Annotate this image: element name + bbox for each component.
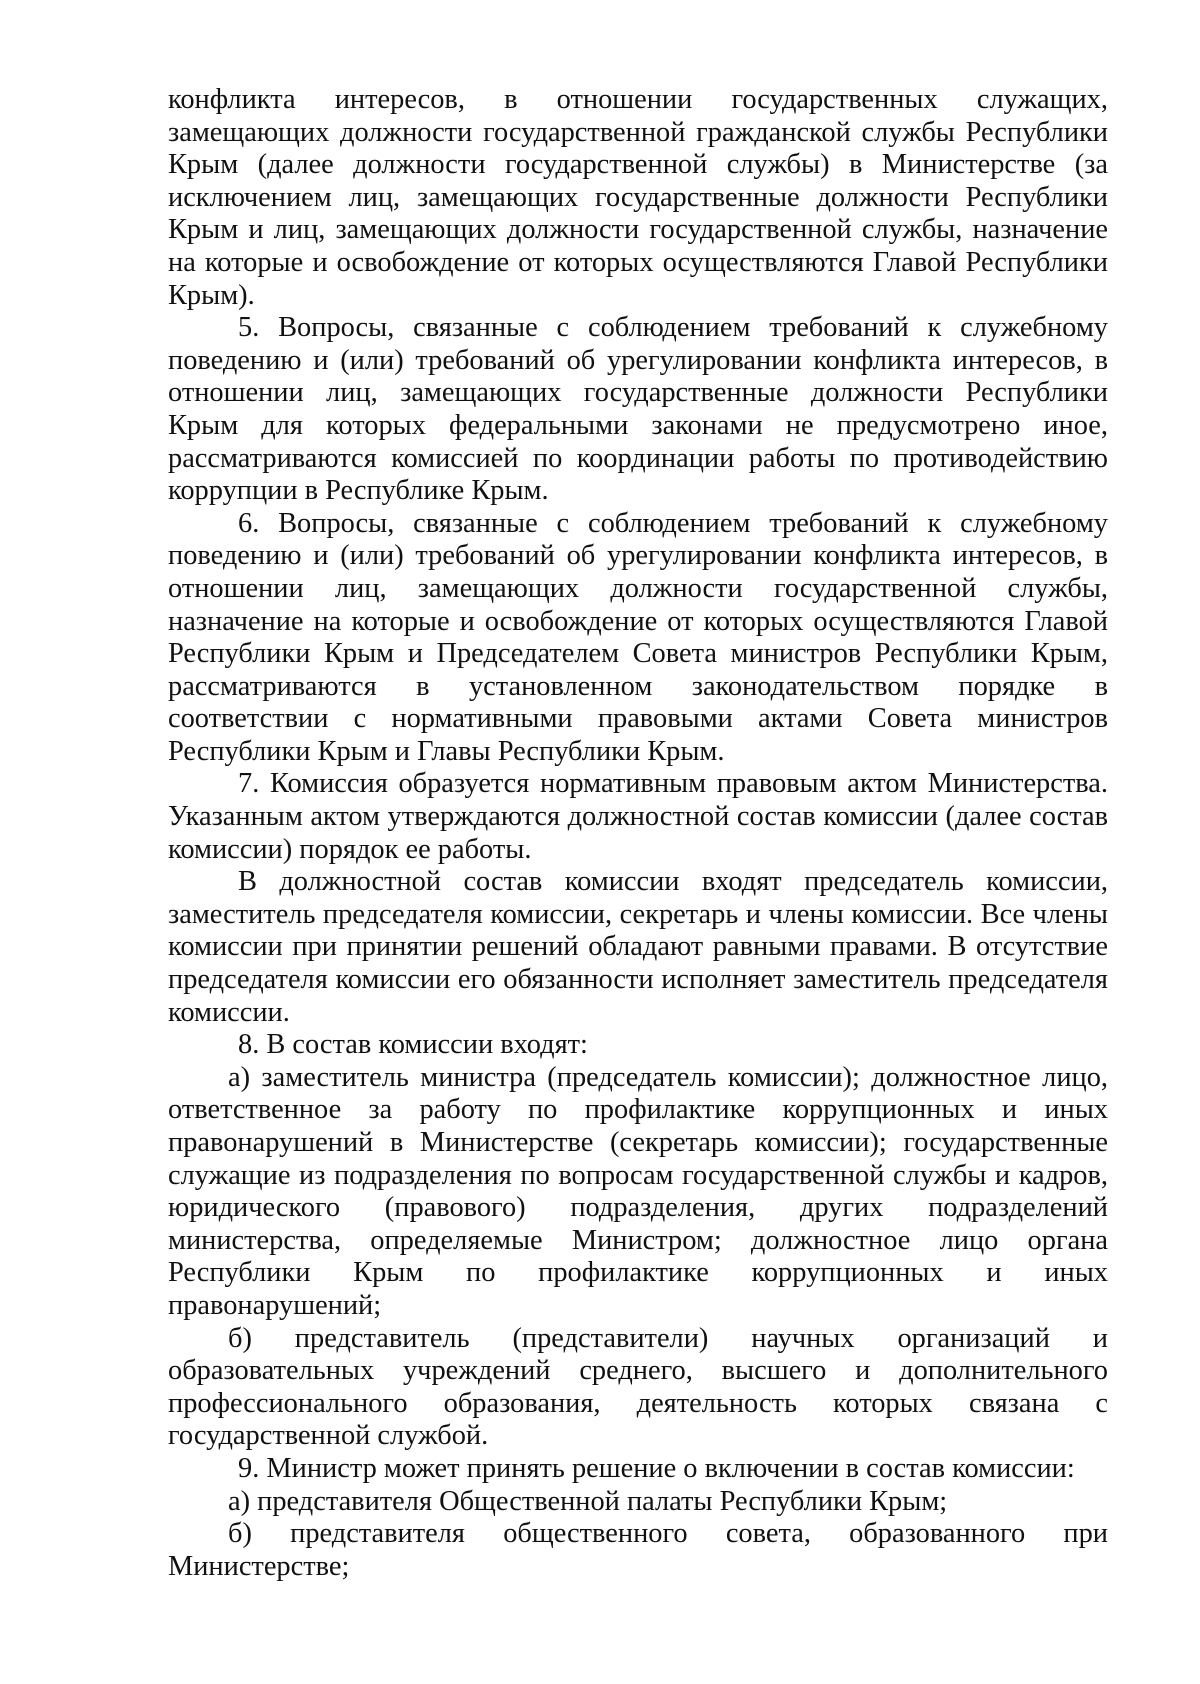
paragraph-item-9b: б) представителя общественного совета, образованного при Министерстве; [168,1518,1108,1582]
paragraph-item-9a: а) представителя Общественной палаты Республики Крым; [228,1485,948,1517]
paragraph-commission-composition: В должностной состав комиссии входят председатель комиссии, заместитель председателя комиссии, секретарь и члены комиссии. Все члены комиссии при принятии решений обладают равными правами. В отсутствие председателя комиссии его обязанности исполняет заместитель председателя комиссии. [168,866,1108,1028]
paragraph-item-8: 8. В состав комиссии входят: [238,1029,588,1061]
paragraph-continuation: конфликта интересов, в отношении государственных служащих, замещающих должности государственной гражданской службы Республики Крым (далее должности государственной службы) в Министерстве (за исключением лиц, замещающих государственные должности Республики Крым и лиц, замещающих должности государственной службы, назначение на которые и освобождение от которых осуществляются Главой Республики Крым). [168,84,1108,311]
document-page [168,84,1108,1583]
paragraph-item-6: 6. Вопросы, связанные с соблюдением требований к служебному поведению и (или) требований об урегулировании конфликта интересов, в отношении лиц, замещающих должности государственной службы, назначение на которые и освобождение от которых осуществляются Главой Республики Крым и Председателем Совета министров Республики Крым, рассматриваются в установленном законодательством порядке в соответствии с нормативными правовыми актами Совета министров Республики Крым и Главы Республики Крым. [168,507,1108,767]
paragraph-item-5: 5. Вопросы, связанные с соблюдением требований к служебному поведению и (или) требований об урегулировании конфликта интересов, в отношении лиц, замещающих государственные должности Республики Крым для которых федеральными законами не предусмотрено иное, рассматриваются комиссией по координации работы по противодействию коррупции в Республике Крым. [168,312,1108,507]
paragraph-item-8b: б) представитель (представители) научных организаций и образовательных учреждений среднего, высшего и дополнительного профессионального образования, деятельность которых связана с государственной службой. [168,1322,1108,1452]
paragraph-item-7: 7. Комиссия образуется нормативным правовым актом Министерства. Указанным актом утверждаются должностной состав комиссии (далее состав комиссии) порядок ее работы. [168,768,1108,865]
paragraph-item-9: 9. Министр может принять решение о включении в состав комиссии: [238,1452,1075,1484]
paragraph-item-8a: а) заместитель министра (председатель комиссии); должностное лицо, ответственное за работу по профилактике коррупционных и иных правонарушений в Министерстве (секретарь комиссии); государственные служащие из подразделения по вопросам государственной службы и кадров, юридического (правового) подразделения, других подразделений министерства, определяемые Министром; должностное лицо органа Республики Крым по профилактике коррупционных и иных правонарушений; [168,1061,1108,1321]
